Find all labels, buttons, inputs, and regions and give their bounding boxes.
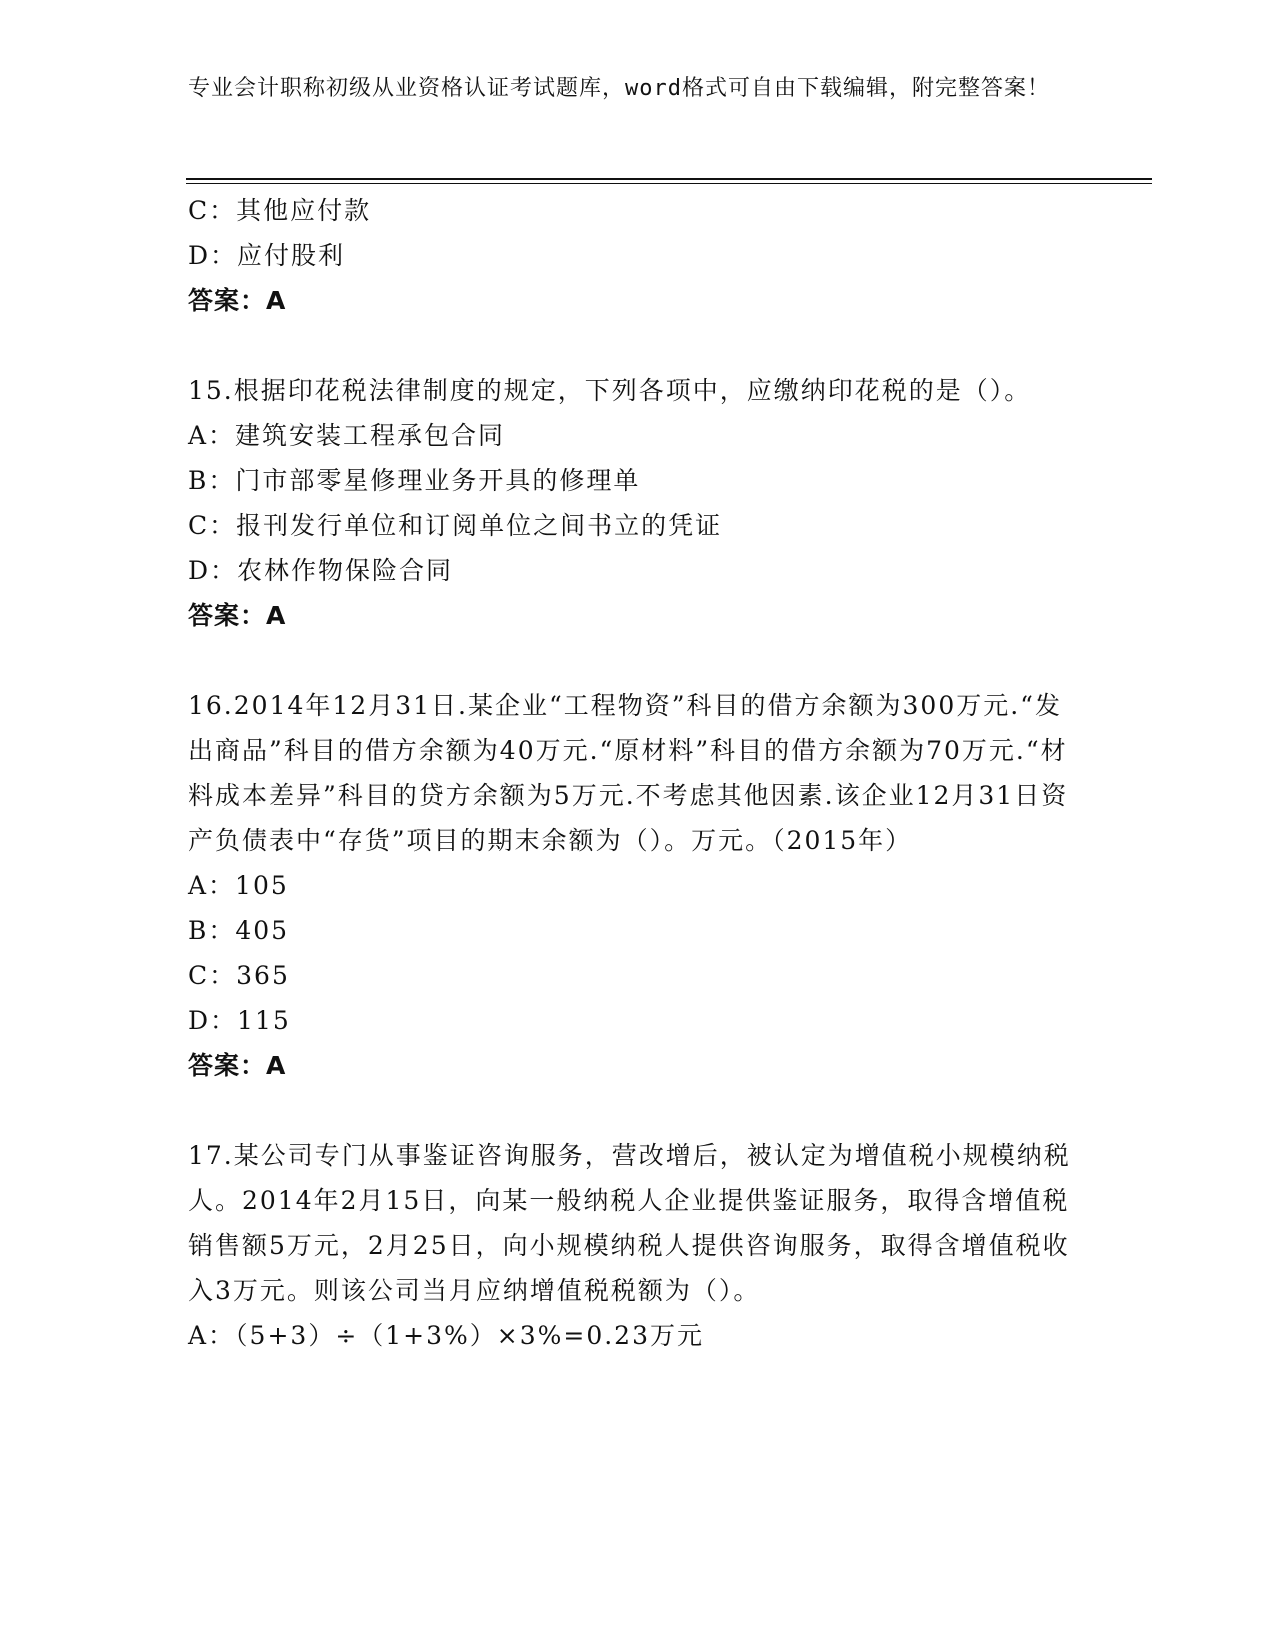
q15-option-b: B：门市部零星修理业务开具的修理单 [188,466,641,495]
spacer [188,323,1088,368]
q16-option-b: B：405 [188,916,290,945]
q16-option-c: C：365 [188,961,290,990]
header-rule-thick [186,178,1152,180]
q16-option-a: A：105 [188,871,289,900]
question-16-text: 16.2014年12月31日.某企业“工程物资”科目的借方余额为300万元.“发出商品”科目的借方余额为40万元.“原材料”科目的借方余额为70万元.“材料成本差异”科目的贷方余额为5万元.不考虑其他因素.该企业12月31日资产负债表中“存货”项目的期末余额为（）。万元。（2015年） [188,691,1069,855]
q17-option-a: A：（5+3）÷（1+3%）×3%=0.23万元 [188,1321,704,1350]
question-17-text: 17.某公司专门从事鉴证咨询服务，营改增后，被认定为增值税小规模纳税人。2014年2月15日，向某一般纳税人企业提供鉴证服务，取得含增值税销售额5万元，2月25日，向小规模纳税人提供咨询服务，取得含增值税收入3万元。则该公司当月应纳增值税税额为（）。 [188,1141,1071,1305]
q15-option-a: A：建筑安装工程承包合同 [188,421,506,450]
spacer [188,1088,1088,1133]
header-rule-thin [186,183,1152,184]
page-header: 专业会计职称初级从业资格认证考试题库，word格式可自由下载编辑，附完整答案！ [188,76,1050,101]
question-15-text: 15.根据印花税法律制度的规定，下列各项中，应缴纳印花税的是（）。 [188,376,1032,405]
q15-option-d: D：农林作物保险合同 [188,556,454,585]
option-d: D：应付股利 [188,241,346,270]
q15-option-c: C：报刊发行单位和订阅单位之间书立的凭证 [188,511,723,540]
question-list [188,188,1088,1358]
q15-answer: 答案：A [188,601,287,630]
spacer [188,638,1088,683]
q16-answer: 答案：A [188,1051,287,1080]
q16-option-d: D：115 [188,1006,291,1035]
option-c: C：其他应付款 [188,196,372,225]
answer-line: 答案：A [188,286,287,315]
